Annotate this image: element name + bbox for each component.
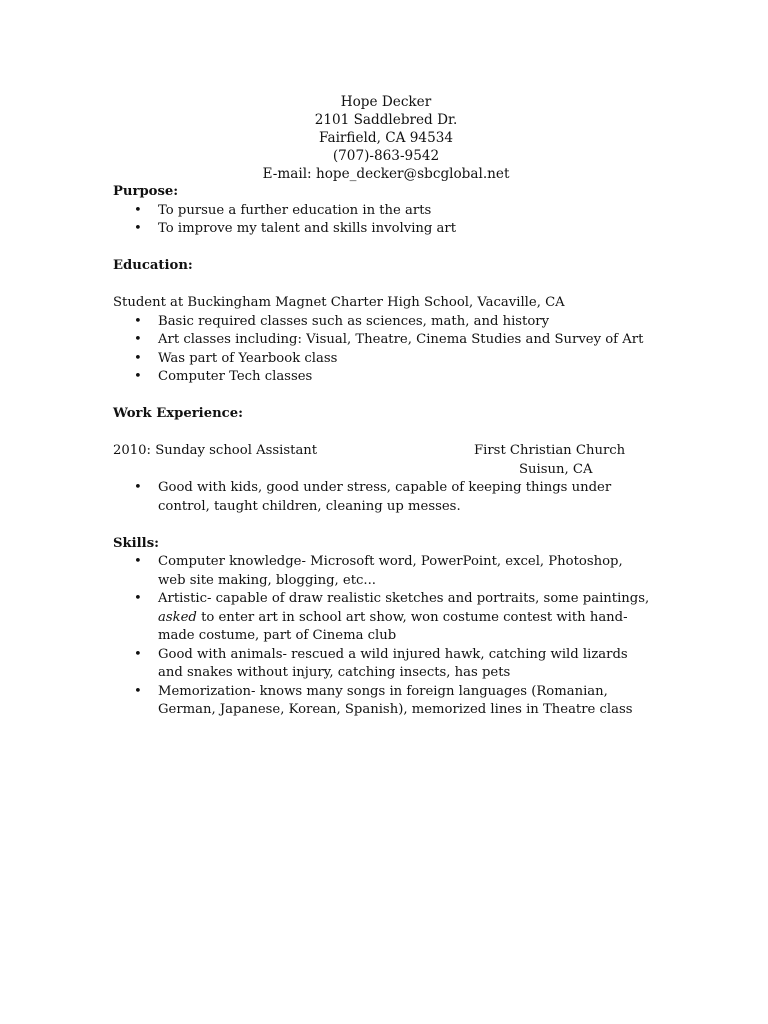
- work-list: [113, 479, 653, 516]
- school-line: Student at Buckingham Magnet Charter High School, Vacaville, CA: [113, 295, 565, 310]
- list-item: • Computer knowledge- Microsoft word, PowerPoint, excel, Photoshop, web site making, blogging, etc...: [113, 553, 653, 590]
- applicant-name: Hope Decker: [340, 94, 432, 110]
- job-location-row: [113, 461, 653, 480]
- skills-list: [113, 553, 653, 720]
- job-title: 2010: Sunday school Assistant: [113, 443, 318, 458]
- city-state-zip: Fairfield, CA 94534: [318, 130, 454, 146]
- education-heading: Education:: [113, 258, 193, 273]
- phone-number: (707)-863-9542: [332, 148, 440, 164]
- employer-name: First Christian Church: [474, 443, 626, 458]
- work-experience-heading: Work Experience:: [113, 406, 243, 421]
- list-item: • Good with animals- rescued a wild injured hawk, catching wild lizards and snakes without injury, catching insects, has pets: [113, 646, 653, 683]
- purpose-list: [113, 202, 653, 239]
- list-item: • Good with kids, good under stress, capable of keeping things under control, taught children, cleaning up messes.: [113, 479, 653, 516]
- street-address: 2101 Saddlebred Dr.: [314, 112, 458, 128]
- skill-text: to enter art in school art show, won costume contest with hand-made costume, part of Cinema club: [158, 609, 628, 643]
- skills-heading: Skills:: [113, 535, 159, 551]
- email-address: E-mail: hope_decker@sbcglobal.net: [262, 166, 510, 182]
- list-item: • Was part of Yearbook class: [113, 350, 653, 369]
- list-item: • To improve my talent and skills involving art: [113, 220, 653, 239]
- contact-header: [113, 93, 659, 183]
- skill-text: Artistic- capable of draw realistic sketches and portraits, some paintings,: [158, 591, 650, 606]
- purpose-heading: Purpose:: [113, 184, 179, 199]
- employer-location: Suisun, CA: [519, 461, 593, 477]
- list-item: • Computer Tech classes: [113, 368, 653, 387]
- education-list: [113, 313, 653, 387]
- list-item: • Basic required classes such as sciences, math, and history: [113, 313, 653, 332]
- job-row: [113, 442, 653, 461]
- list-item: • To pursue a further education in the arts: [113, 202, 653, 221]
- list-item: • Art classes including: Visual, Theatre, Cinema Studies and Survey of Art: [113, 331, 653, 350]
- list-item: [113, 590, 653, 646]
- list-item: • Memorization- knows many songs in foreign languages (Romanian, German, Japanese, Korean, Spanish), memorized lines in Theatre class: [113, 683, 653, 720]
- resume-page: [113, 93, 653, 720]
- skill-italic-text: asked: [158, 609, 197, 625]
